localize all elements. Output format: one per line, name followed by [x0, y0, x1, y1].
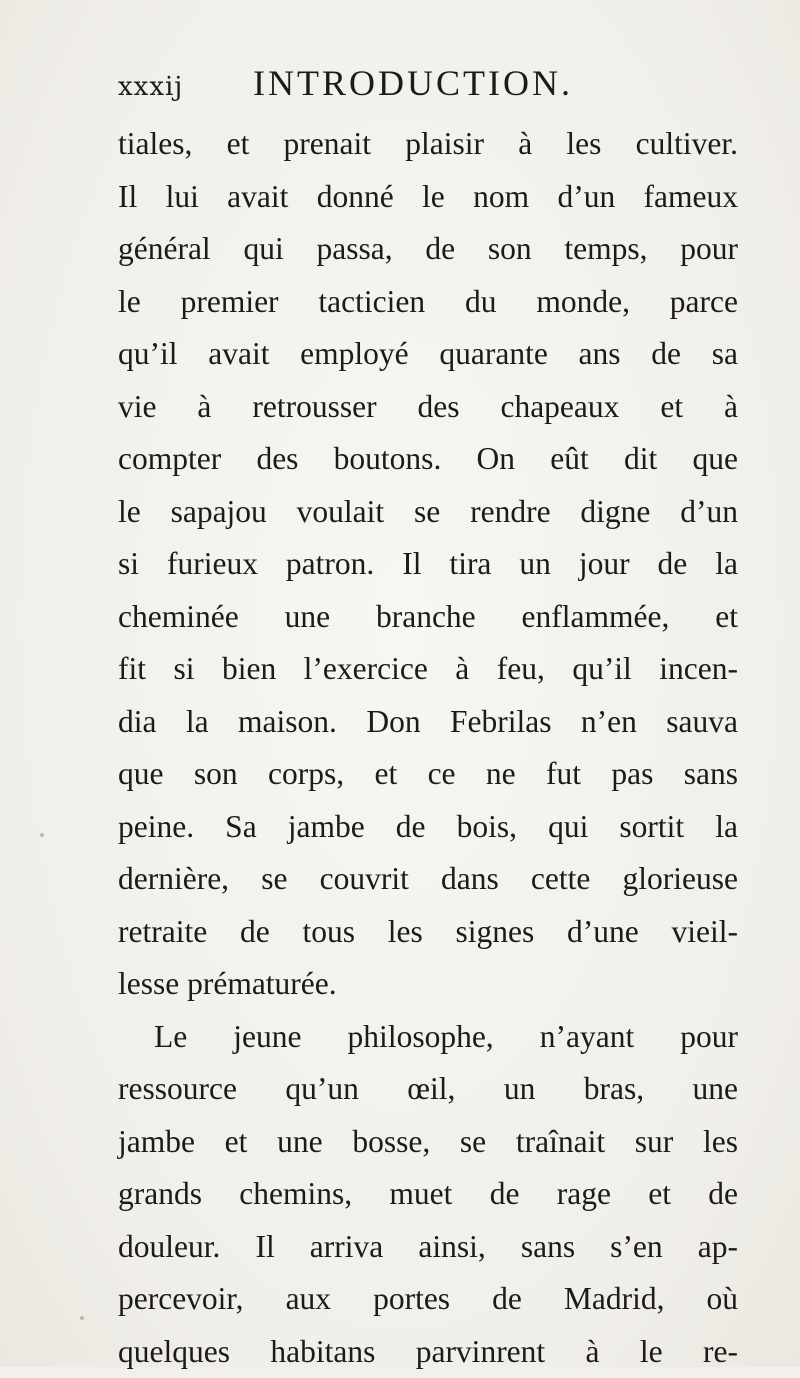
running-title: INTRODUCTION. [253, 62, 573, 104]
text-line: Il lui avait donné le nom d’un fameux [118, 171, 738, 224]
text-line: que son corps, et ce ne fut pas sans [118, 748, 738, 801]
paper-speck [80, 1316, 84, 1320]
text-line: général qui passa, de son temps, pour [118, 223, 738, 276]
text-line: retraite de tous les signes d’une vieil- [118, 906, 738, 959]
text-line: percevoir, aux portes de Madrid, où [118, 1273, 738, 1326]
paragraph-start-line: Le jeune philosophe, n’ayant pour [118, 1011, 738, 1064]
text-line: dernière, se couvrit dans cette glorieuse [118, 853, 738, 906]
paper-speck [40, 833, 44, 837]
text-line: fit si bien l’exercice à feu, qu’il incen- [118, 643, 738, 696]
text-line: peine. Sa jambe de bois, qui sortit la [118, 801, 738, 854]
text-line: grands chemins, muet de rage et de [118, 1168, 738, 1221]
text-line: tiales, et prenait plaisir à les cultiver. [118, 118, 738, 171]
text-line: lesse prématurée. [118, 958, 738, 1011]
page-number: xxxij [118, 72, 183, 102]
text-line: jambe et une bosse, se traînait sur les [118, 1116, 738, 1169]
text-line: qu’il avait employé quarante ans de sa [118, 328, 738, 381]
text-line: ressource qu’un œil, un bras, une [118, 1063, 738, 1116]
page-header [118, 62, 718, 106]
body-text [118, 118, 738, 1378]
text-line: dia la maison. Don Febrilas n’en sauva [118, 696, 738, 749]
text-line: quelques habitans parvinrent à le re- [118, 1326, 738, 1378]
text-line: si furieux patron. Il tira un jour de la [118, 538, 738, 591]
text-line: compter des boutons. On eût dit que [118, 433, 738, 486]
text-line: le sapajou voulait se rendre digne d’un [118, 486, 738, 539]
text-line: vie à retrousser des chapeaux et à [118, 381, 738, 434]
text-line: douleur. Il arriva ainsi, sans s’en ap- [118, 1221, 738, 1274]
text-line: cheminée une branche enflammée, et [118, 591, 738, 644]
text-line: le premier tacticien du monde, parce [118, 276, 738, 329]
